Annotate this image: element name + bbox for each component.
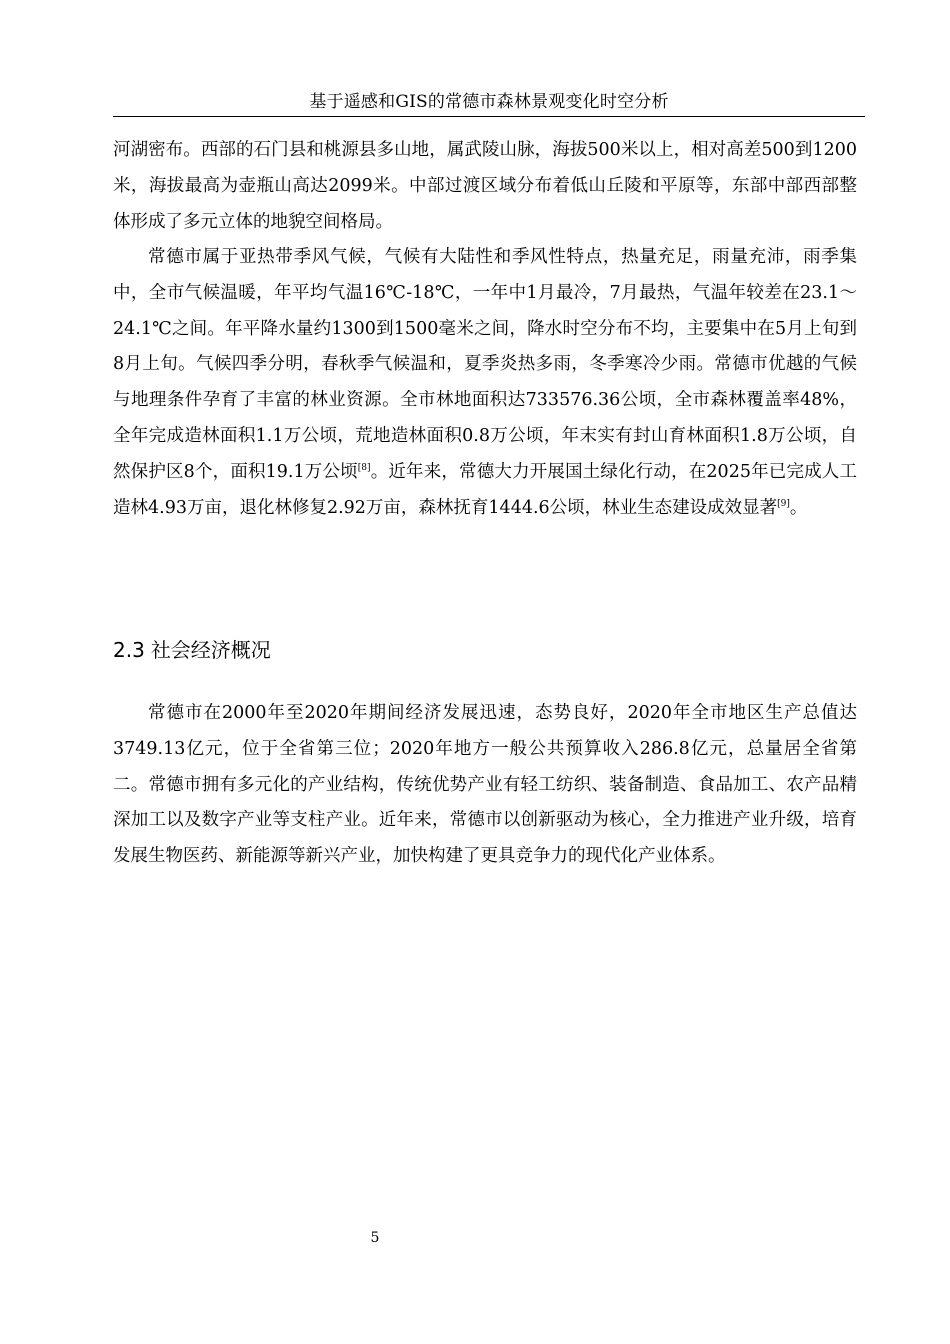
header-rule	[113, 116, 865, 117]
citation-8: [8]	[357, 462, 371, 473]
paragraph-climate-text-c: 。	[789, 497, 808, 518]
paragraph-climate-text-b: 。近年来，常德大力开展国土绿化行动，在2025年已完成人工造林4.93万亩，退化林修复2.92万亩，森林抚育1444.6公顷，林业生态建设成效显著	[113, 461, 857, 518]
paragraph-economy: 常德市在2000年至2020年期间经济发展迅速，态势良好，2020年全市地区生产总值达3749.13亿元，位于全省第三位；2020年地方一般公共预算收入286.8亿元，总量居全省第二。常德市拥有多元化的产业结构，传统优势产业有轻工纺织、装备制造、食品加工、农产品精深加工以及数字产业等支柱产业。近年来，常德市以创新驱动为核心，全力推进产业升级，培育发展生物医药、新能源等新兴产业，加快构建了更具竞争力的现代化产业体系。	[113, 703, 857, 867]
page-number: 5	[370, 1230, 380, 1246]
citation-9: [9]	[777, 498, 790, 509]
paragraph-landform: 河湖密布。西部的石门县和桃源县多山地，属武陵山脉，海拔500米以上，相对高差500到1200米，海拔最高为壶瓶山高达2099米。中部过渡区域分布着低山丘陵和平原等，东部中部西部整体形成了多元立体的地貌空间格局。	[113, 140, 857, 232]
running-header: 基于遥感和GIS的常德市森林景观变化时空分析	[309, 92, 669, 112]
section-title: 社会经济概况	[150, 638, 271, 662]
paragraph-climate-text-a: 常德市属于亚热带季风气候，气候有大陆性和季风性特点，热量充足，雨量充沛，雨季集中，全市气候温暖，年平均气温16℃-18℃，一年中1月最冷，7月最热，气温年较差在23.1～24.1℃之间。年平降水量约1300到1500毫米之间，降水时空分布不均，主要集中在5月上旬到8月上旬。气候四季分明，春秋季气候温和，夏季炎热多雨，冬季寒冷少雨。常德市优越的气候与地理条件孕育了丰富的林业资源。全市林地面积达733576.36公顷，全市森林覆盖率48%，全年完成造林面积1.1万公顷，荒地造林面积0.8万公顷，年末实有封山育林面积1.8万公顷，自然保护区8个，面积19.1万公顷	[113, 247, 857, 482]
paragraph-climate-forest	[113, 240, 857, 526]
section-heading	[113, 632, 271, 668]
section-number: 2.3	[113, 638, 145, 662]
